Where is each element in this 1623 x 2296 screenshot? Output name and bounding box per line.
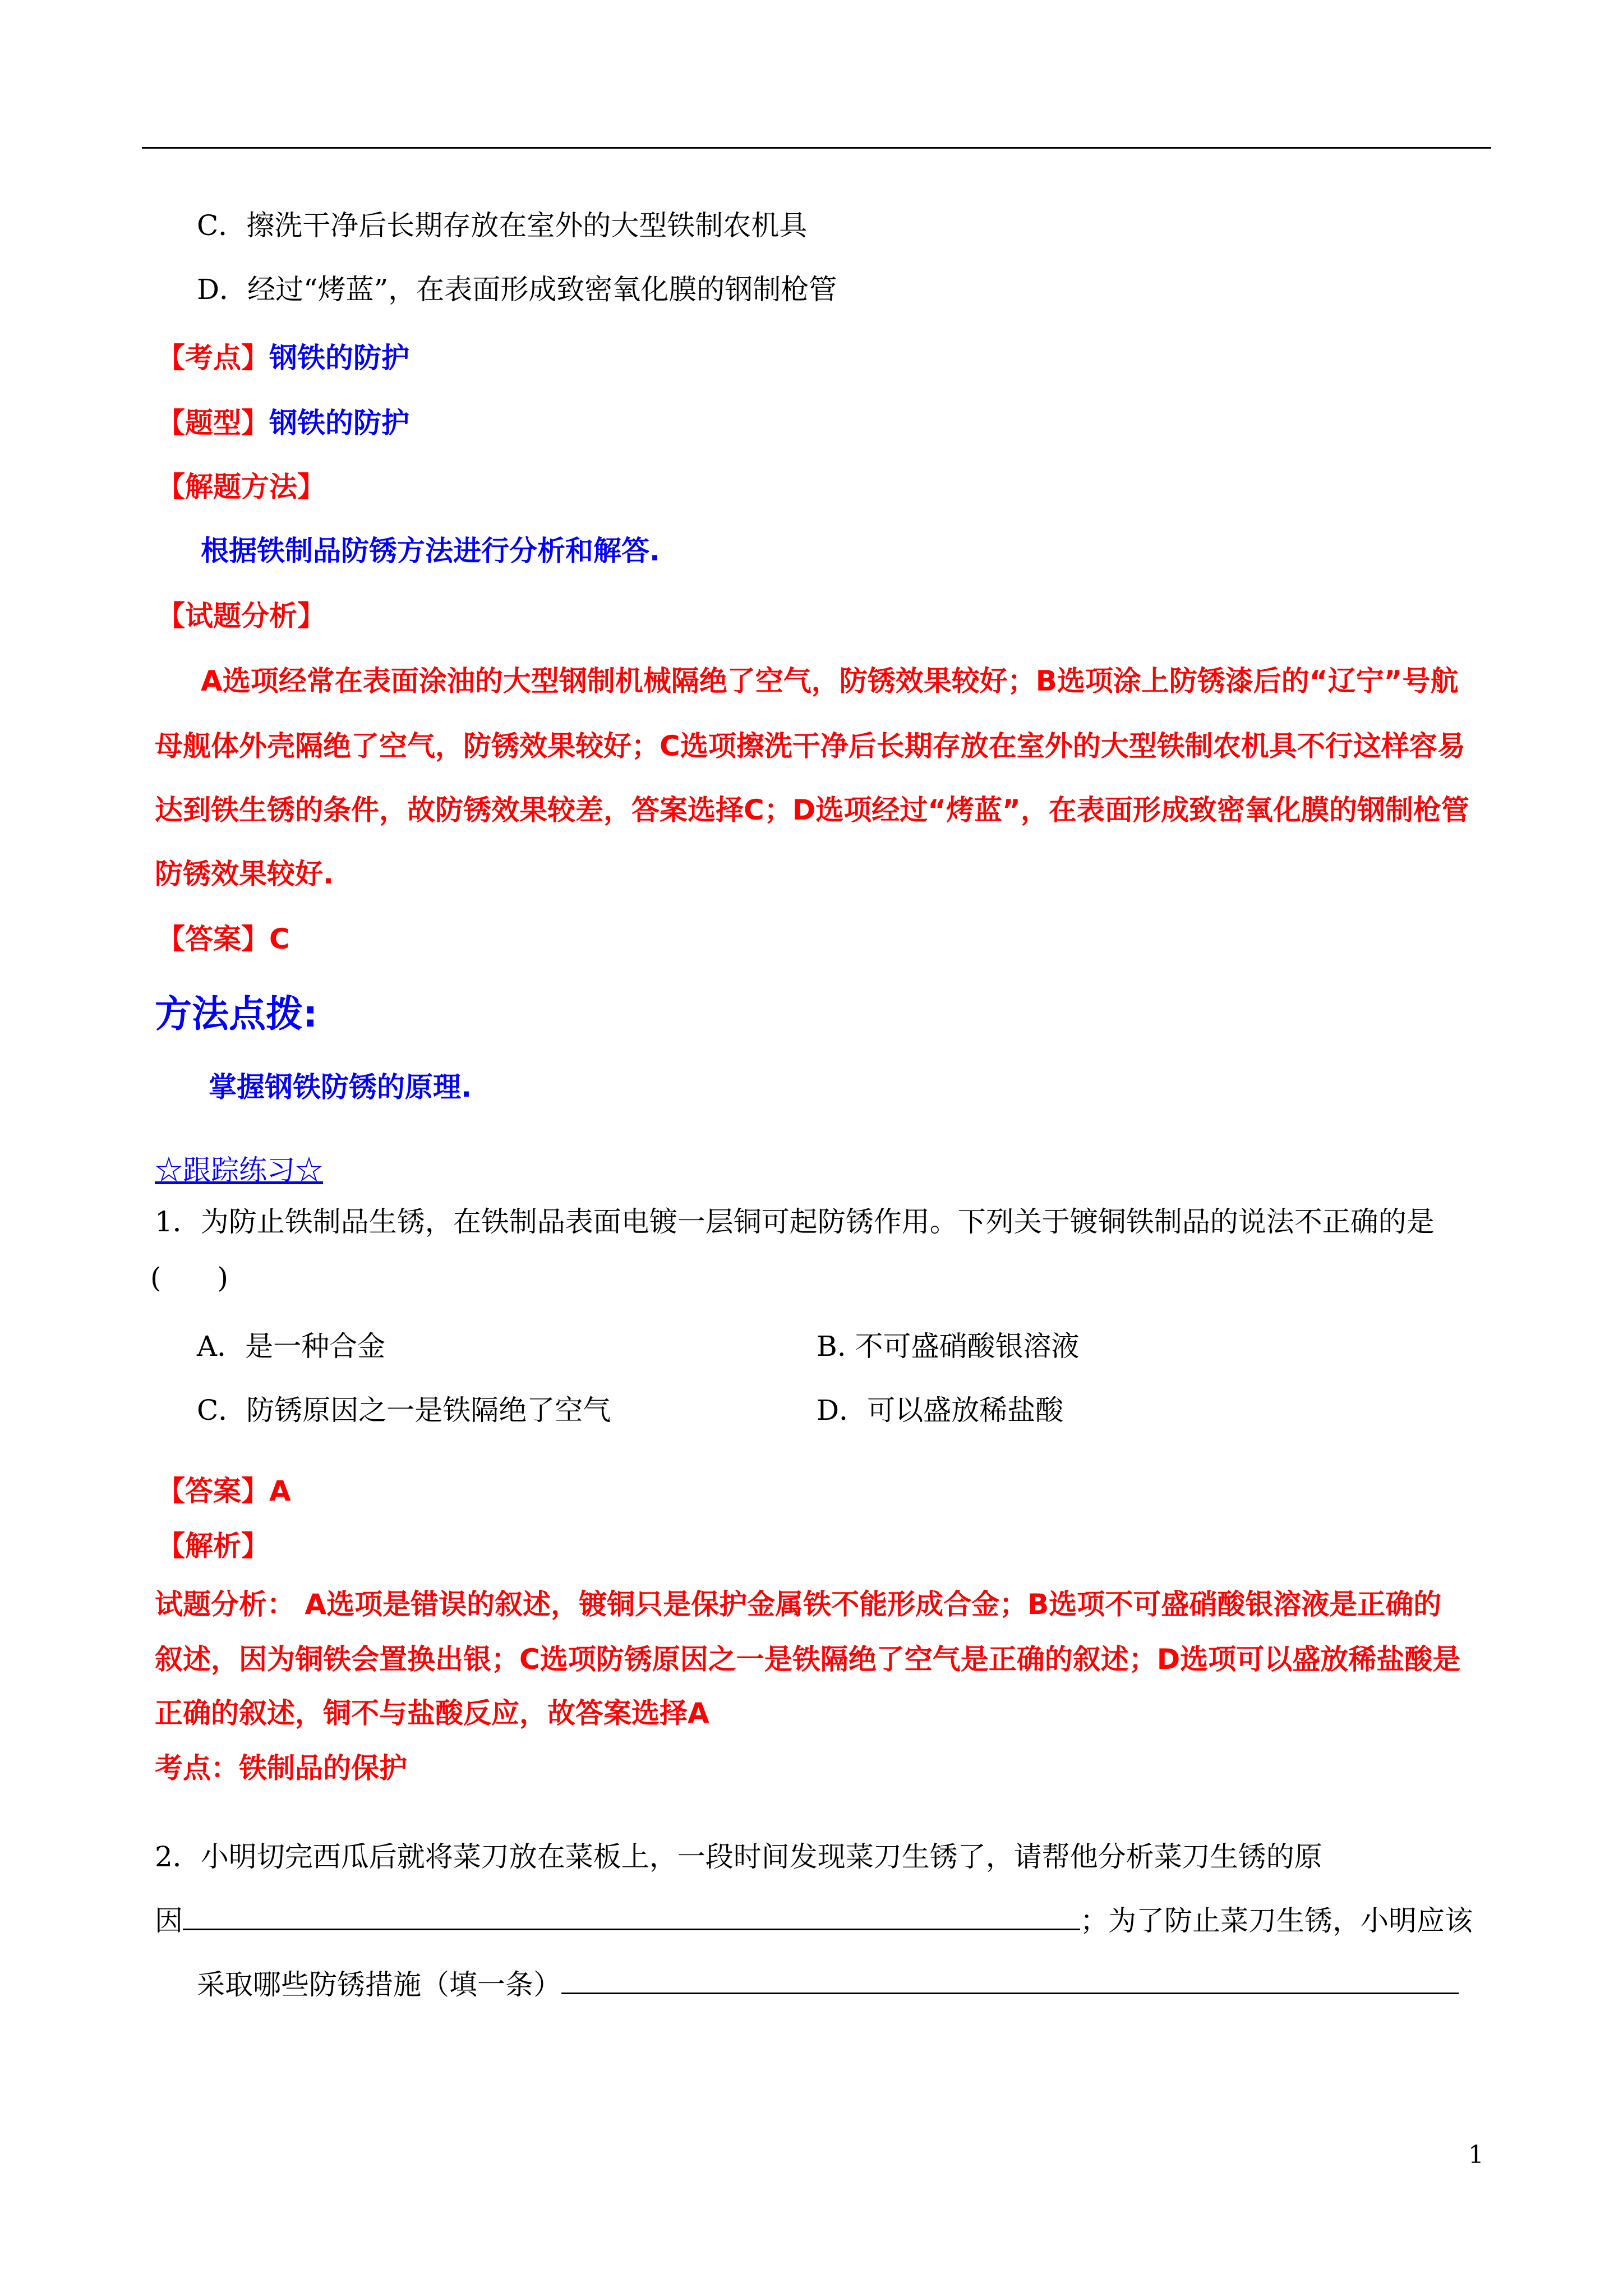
q1-line-1: 1．为防止铁制品生锈，在铁制品表面电镀一层铜可起防锈作用。下列关于镀铜铁制品的说法不正确的是 [155, 1205, 1435, 1238]
q1-option-b: B. 不可盛硝酸银溶液 [817, 1330, 1080, 1363]
page-number: 1 [1468, 2141, 1484, 2169]
method-text: 掌握钢铁防锈的原理. [209, 1071, 472, 1103]
analysis-line-1: A选项经常在表面涂油的大型钢制机械隔绝了空气，防锈效果较好；B选项涂上防锈漆后的“辽宁”号航 [201, 665, 1459, 697]
q1-line-2: ( ) [150, 1262, 229, 1294]
shiti-label: 【试题分析】 [157, 600, 325, 632]
analysis-line-2: 母舰体外壳隔绝了空气，防锈效果较好；C选项擦洗干净后长期存放在室外的大型铁制农机具不行这样容易 [155, 730, 1465, 762]
q1-jiexi-line-3: 正确的叙述，铜不与盐酸反应，故答案选择A [155, 1697, 709, 1729]
q2-line-1: 2．小明切完西瓜后就将菜刀放在菜板上，一段时间发现菜刀生锈了，请帮他分析菜刀生锈的原 [155, 1841, 1322, 1873]
q1-option-d: D．可以盛放稀盐酸 [817, 1394, 1064, 1427]
q2-line-2 [155, 1904, 1473, 1938]
practice-heading: ☆跟踪练习☆ [155, 1154, 323, 1186]
prev-option-c: C．擦洗干净后长期存放在室外的大型铁制农机具 [197, 209, 808, 242]
prev-option-d: D．经过“烤蓝”，在表面形成致密氧化膜的钢制枪管 [197, 273, 837, 306]
analysis-line-4: 防锈效果较好. [155, 858, 334, 890]
q2-line-3-text: 采取哪些防锈措施（填一条） [197, 1968, 561, 2001]
jieti-text: 根据铁制品防锈方法进行分析和解答. [201, 535, 660, 567]
tixing-text: 钢铁的防护 [269, 407, 409, 439]
q1-answer-value: A [269, 1475, 291, 1507]
q1-answer-line [157, 1474, 291, 1508]
kaodian-text: 钢铁的防护 [269, 342, 409, 374]
answer-text: C [269, 923, 290, 955]
answer-line [157, 922, 290, 956]
kaodian-line [157, 341, 409, 375]
q1-option-a: A．是一种合金 [197, 1330, 386, 1363]
header-rule [142, 147, 1491, 149]
q1-jiexi-label: 【解析】 [157, 1530, 269, 1562]
jieti-label: 【解题方法】 [157, 471, 325, 503]
q2-blank-measure[interactable] [561, 1968, 1459, 1994]
q2-line-2-suffix: ；为了防止菜刀生锈，小明应该 [1080, 1904, 1473, 1937]
q1-answer-label: 【答案】 [157, 1475, 269, 1507]
q1-kaodian-line: 考点：铁制品的保护 [155, 1752, 407, 1784]
q1-jiexi-line-1: 试题分析： A选项是错误的叙述，镀铜只是保护金属铁不能形成合金；B选项不可盛硝酸银溶液是正确的 [155, 1588, 1442, 1621]
analysis-line-3: 达到铁生锈的条件，故防锈效果较差，答案选择C；D选项经过“烤蓝”，在表面形成致密氧化膜的钢制枪管 [155, 794, 1469, 826]
method-title: 方法点拨: [155, 992, 318, 1036]
q2-line-3 [197, 1968, 1459, 2001]
q2-blank-reason[interactable] [183, 1904, 1080, 1930]
tixing-label: 【题型】 [157, 407, 269, 439]
q1-option-c: C．防锈原因之一是铁隔绝了空气 [197, 1394, 611, 1427]
q2-line-2-prefix: 因 [155, 1904, 183, 1937]
tixing-line [157, 406, 409, 440]
answer-label: 【答案】 [157, 923, 269, 955]
q1-jiexi-line-2: 叙述，因为铜铁会置换出银；C选项防锈原因之一是铁隔绝了空气是正确的叙述；D选项可以盛放稀盐酸是 [155, 1643, 1461, 1676]
kaodian-label: 【考点】 [157, 342, 269, 374]
